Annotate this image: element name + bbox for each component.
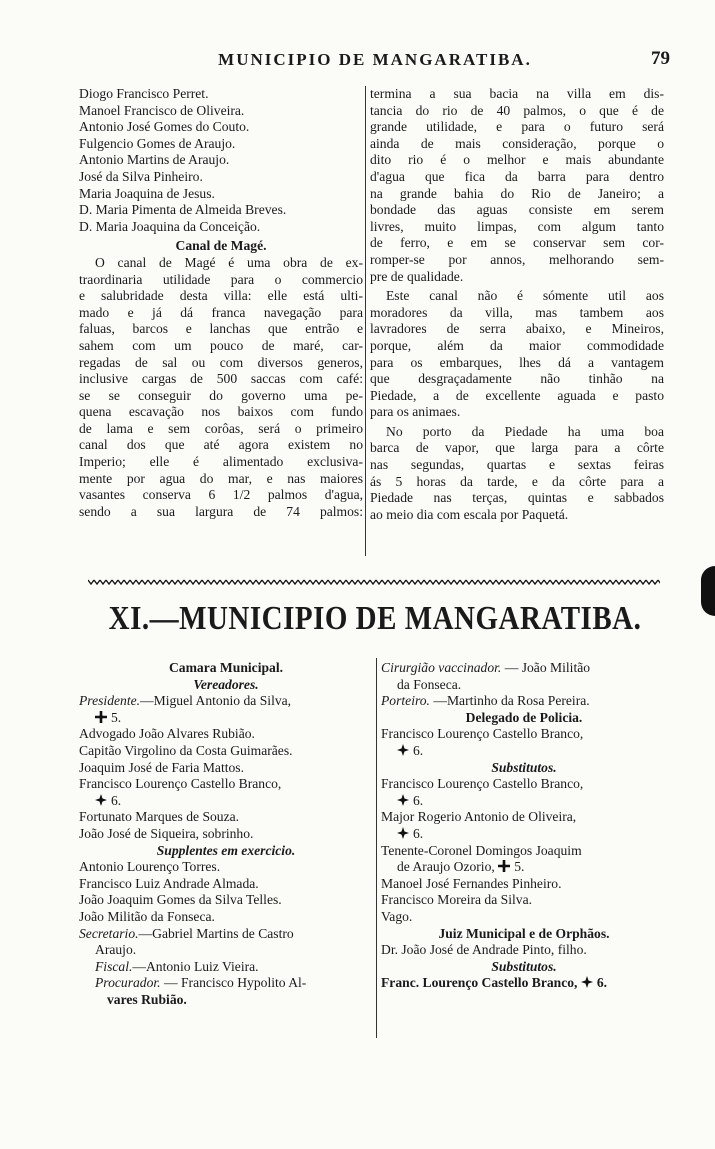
name-line: Fulgencio Gomes de Araujo. [79, 135, 236, 151]
text-line: termina a sua bacia na villa em dis- [370, 86, 664, 101]
ornamental-rule [88, 578, 660, 586]
text-line: tancia do rio de 40 palmos, o que é de [370, 102, 664, 118]
name-line: Tenente-Coronel Domingos Joaquim [381, 842, 582, 858]
cirurgiao-name-cont: da Fonseca. [397, 676, 462, 692]
text-line: na grande bahia do Rio de Janeiro; a [370, 185, 664, 201]
bottom-left-column [79, 660, 373, 1008]
running-title: MUNICIPIO DE MANGARATIBA. [218, 50, 532, 69]
text-line: moradores da villa, mas tambem aos [370, 304, 664, 320]
decoration-grade: 5. [514, 859, 525, 875]
text-line: grande utilidade, e para o futuro será [370, 119, 664, 135]
text-line: para os animaes. [370, 404, 461, 420]
cirurgiao-name: — João Militão [501, 660, 591, 675]
fiscal-label: Fiscal. [95, 958, 133, 974]
porteiro-label: Porteiro. [381, 693, 430, 709]
decoration-line [381, 793, 667, 810]
procurador-name-cont: vares Rubião. [107, 991, 187, 1007]
bottom-right-column [381, 660, 667, 992]
name-cont-text: de Araujo Ozorio, [397, 859, 495, 875]
name-line: Francisco Luiz Andrade Almada. [79, 875, 259, 891]
procurador-name: — Francisco Hypolito Al- [160, 975, 307, 991]
presidente-line [79, 693, 373, 710]
order-rose-icon [95, 794, 107, 806]
text-line: sahem com um pouco de maré, car- [79, 337, 363, 353]
running-head [80, 46, 670, 76]
secretario-name: —Gabriel Martins de Castro [138, 925, 294, 941]
text-line: de lama e sem corôas, será o primeiro [79, 420, 363, 436]
name-line: Manoel José Fernandes Pinheiro. [381, 875, 562, 891]
order-rose-icon [581, 976, 593, 988]
text-line: traordinaria utilidade para o commercio [79, 271, 363, 287]
supplentes-heading: Supplentes em exercicio. [156, 842, 296, 858]
name-line: Dr. João José de Andrade Pinto, filho. [381, 942, 587, 958]
text-line: regadas de sal ou com diversos generos, [79, 354, 363, 370]
top-right-column [370, 86, 664, 523]
text-line: canal dos que até agora existem no [79, 437, 363, 453]
name-line: Diogo Francisco Perret. [79, 86, 209, 101]
decoration-grade: 6. [413, 792, 424, 808]
canal-heading: Canal de Magé. [175, 238, 267, 254]
name-line: Manoel Francisco de Oliveira. [79, 102, 245, 118]
vereadores-heading: Vereadores. [193, 676, 259, 692]
text-line: No porto da Piedade ha uma boa [386, 423, 664, 439]
secretario-name-cont: Araujo. [95, 942, 137, 958]
order-cross-icon [95, 711, 107, 723]
text-line: se se conseguir do governo uma pe- [79, 387, 363, 403]
page-edge-mark [701, 566, 715, 616]
juiz-heading: Juiz Municipal e de Orphãos. [438, 925, 610, 941]
name-line: Capitão Virgolino da Costa Guimarães. [79, 742, 293, 758]
text-line: para os embarques, lhes dá a vantagem [370, 354, 664, 370]
name-line: D. Maria Pimenta de Almeida Breves. [79, 202, 287, 218]
cirurgiao-label: Cirurgião vaccinador. [381, 660, 502, 675]
name-line: Francisco Moreira da Silva. [381, 892, 532, 908]
name-line: José da Silva Pinheiro. [79, 168, 203, 184]
porteiro-name: —Martinho da Rosa Pereira. [429, 693, 590, 709]
substitutos-heading: Substitutos. [491, 759, 557, 775]
name-line: D. Maria Joaquina da Conceição. [79, 218, 261, 234]
text-line: d'agua que fica da barra para dentro [370, 168, 664, 184]
name-line: Francisco Lourenço Castello Branco, [381, 726, 584, 742]
name-line: João Joaquim Gomes da Silva Telles. [79, 892, 282, 908]
text-line: ainda de mais consideração, porque o [370, 135, 664, 151]
name-line: Antonio Martins de Araujo. [79, 152, 230, 168]
name-line: Joaquim José de Faria Mattos. [79, 759, 244, 775]
procurador-label: Procurador. [95, 975, 161, 991]
order-cross-icon [498, 860, 510, 872]
fiscal-line [79, 959, 373, 976]
text-line: Imperio; elle é alimentado exclusiva- [79, 454, 363, 470]
name-line-cont [381, 859, 667, 876]
delegado-heading: Delegado de Policia. [465, 709, 583, 725]
text-line: Piedade nas terças, quintas e sabbados [370, 490, 664, 506]
name-line: Advogado João Alvares Rubião. [79, 726, 255, 742]
name-line: Antonio José Gomes do Couto. [79, 119, 250, 135]
name-line: Antonio Lourenço Torres. [79, 859, 221, 875]
text-line: ás 5 horas da tarde, e da côrte para a [370, 473, 664, 489]
column-divider [365, 86, 366, 556]
top-left-column [79, 86, 363, 520]
decoration-grade: 6. [413, 825, 424, 841]
text-line: inclusive cargas de 500 saccas com café: [79, 371, 363, 387]
text-line: dito rio é o melhor e mais abundante [370, 152, 664, 168]
text-line: Este canal não é sómente util aos [386, 288, 664, 304]
presidente-label: Presidente. [79, 693, 141, 709]
text-line: romper-se por annos, melhorando sem- [370, 251, 664, 267]
text-line: quena escavação nos baixos com fundo [79, 404, 363, 420]
name-line: Francisco Lourenço Castello Branco, [381, 776, 584, 792]
decoration-line [79, 710, 373, 727]
name-line: Vago. [381, 908, 413, 924]
decoration-line [381, 826, 667, 843]
text-line: ao meio dia com escala por Paquetá. [370, 506, 569, 522]
text-line: mente por agua do mar, e nas maiores [79, 470, 363, 486]
presidente-name: —Miguel Antonio da Silva, [140, 693, 292, 709]
column-divider [376, 658, 377, 1038]
juiz-substituto-name: Franc. Lourenço Castello Branco, [381, 975, 578, 991]
text-line: faluas, barcos e lanchas que entrão e [79, 321, 363, 337]
porteiro-line [381, 693, 667, 710]
text-line: nas segundas, quartas e sextas feiras [370, 457, 664, 473]
cirurgiao-line [381, 660, 667, 677]
name-line: Fortunato Marques de Souza. [79, 809, 240, 825]
text-line: livres, muito limpas, com algum tanto [370, 218, 664, 234]
fiscal-name: —Antonio Luiz Vieira. [132, 958, 259, 974]
text-line: sendo a sua largura de 74 palmos: [79, 503, 363, 519]
juiz-substitutos-heading: Substitutos. [491, 958, 557, 974]
procurador-line [79, 975, 373, 992]
text-line: de ferro, e em se conservar sem cor- [370, 235, 664, 251]
text-line: lavradores de serra abaixo, e Mineiros, [370, 321, 664, 337]
name-line: Francisco Lourenço Castello Branco, [79, 776, 282, 792]
order-rose-icon [397, 794, 409, 806]
decoration-grade: 6. [413, 742, 424, 758]
name-line: Major Rogerio Antonio de Oliveira, [381, 809, 577, 825]
decoration-grade: 6. [596, 975, 608, 991]
page-number: 79 [651, 48, 670, 69]
name-line: João Militão da Fonseca. [79, 908, 215, 924]
order-rose-icon [397, 827, 409, 839]
name-line: Maria Joaquina de Jesus. [79, 185, 215, 201]
name-line: João José de Siqueira, sobrinho. [79, 825, 254, 841]
order-rose-icon [397, 744, 409, 756]
camara-heading: Camara Municipal. [168, 660, 284, 675]
decoration-grade: 5. [111, 709, 122, 725]
text-line: Piedade, a de excellente aguada e pasto [370, 387, 664, 403]
section-title: XI.—MUNICIPIO DE MANGARATIBA. [108, 600, 642, 637]
secretario-label: Secretario. [79, 925, 139, 941]
text-line: pre de qualidade. [370, 268, 464, 284]
name-line [381, 975, 667, 992]
decoration-line [381, 743, 667, 760]
text-line: mado e já dá franca navegação para [79, 304, 363, 320]
text-line: porque, além da maior commodidade [370, 337, 664, 353]
decoration-grade: 6. [111, 792, 122, 808]
text-line: que desgraçadamente não tinhão na [370, 371, 664, 387]
text-line: barca de vapor, que larga para a côrte [370, 440, 664, 456]
text-line: O canal de Magé é uma obra de ex- [95, 254, 363, 270]
text-line: bondade das aguas consiste em serem [370, 202, 664, 218]
text-line: e salubridade desta villa: elle está ulti- [79, 288, 363, 304]
decoration-line [79, 793, 373, 810]
text-line: vasantes conserva 6 1/2 palmos d'agua, [79, 487, 363, 503]
secretario-line [79, 926, 373, 943]
